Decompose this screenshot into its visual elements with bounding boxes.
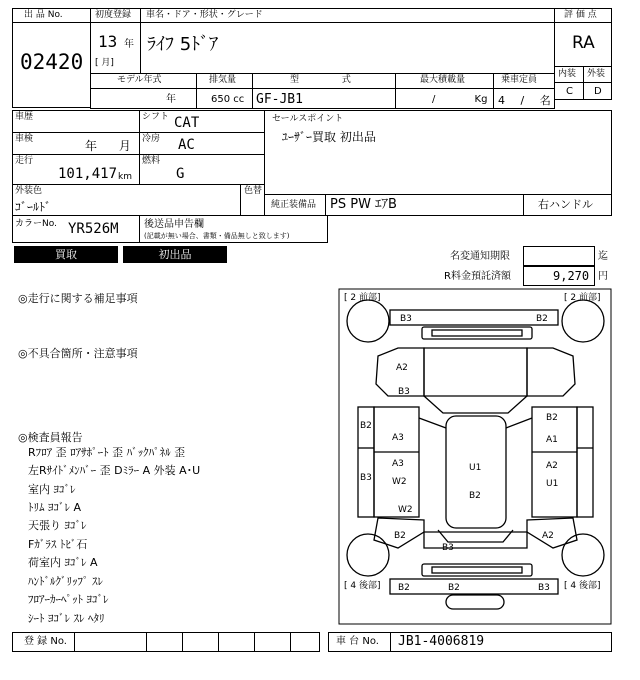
fuel-label: 燃料: [142, 156, 161, 166]
note-line: 室内 ﾖｺﾞﾚ: [28, 483, 76, 496]
name-change-label: 名変通知期限: [450, 251, 510, 262]
defects-label: ◎不具合箇所・注意事項: [18, 347, 138, 360]
inspection-label: 車検: [15, 134, 34, 144]
repaint-label: 色替: [244, 186, 263, 196]
note-line: Fｶﾞﾗｽ ﾄﾋﾞ石: [28, 538, 88, 551]
note-line: 左Rｻｲﾄﾞﾒﾝﾊﾞｰ 歪 Dﾐﾗｰ A 外装 A･U: [28, 464, 201, 477]
mark: A2: [546, 461, 558, 471]
note-line: ｼｰﾄ ﾖｺﾞﾚ ｽﾚ ﾍﾀﾘ: [28, 612, 105, 625]
mark-rear-bumper-left: B2: [398, 583, 410, 593]
lot-no: 02420: [20, 50, 84, 74]
mark: A2: [396, 363, 408, 373]
note-line: ﾄﾘﾑ ﾖｺﾞﾚ A: [28, 501, 82, 514]
chassis-no: JB1-4006819: [398, 634, 485, 649]
mark-rear-bumper-center: B2: [448, 583, 460, 593]
max-load-label: 最大積載量: [420, 75, 466, 85]
mark: B2: [469, 491, 481, 501]
first-reg-month: [ 月]: [95, 58, 114, 68]
note-line: ﾌﾛｱｰｶｰﾍﾟｯﾄ ﾖｺﾞﾚ: [28, 593, 109, 606]
first-reg-year: 13: [98, 32, 118, 51]
mark: A3: [392, 459, 404, 469]
ac: AC: [178, 137, 195, 153]
first-badge: 初出品: [123, 246, 227, 263]
mark: A2: [542, 531, 554, 541]
shift-label: シフト: [142, 112, 170, 122]
sales-point: ﾕｰｻﾞｰ買取 初出品: [282, 130, 376, 144]
name-change-unit: 迄: [598, 251, 608, 262]
mileage-unit: km: [118, 172, 132, 182]
mark: W2: [398, 505, 413, 515]
mileage-label: 走行: [15, 156, 34, 166]
mark: U1: [469, 463, 482, 473]
mark-front-bumper-right: B2: [536, 314, 548, 324]
driving-label: ◎走行に関する補足事項: [18, 292, 138, 305]
car-name-label: 車名・ドア・形状・グレード: [146, 10, 263, 20]
max-load: / Kg: [432, 94, 488, 105]
recycle-unit: 円: [598, 271, 608, 282]
car-name: ﾗｲﾌ 5ﾄﾞｱ: [147, 34, 219, 55]
mark: A1: [546, 435, 558, 445]
lot-no-label: 出 品 No.: [24, 10, 63, 20]
note-line: 荷室内 ﾖｺﾞﾚ A: [28, 556, 98, 569]
car-diagram: [338, 288, 613, 626]
diag-rear-left-label: [ 4 後部]: [344, 581, 381, 591]
note-line: ﾊﾝﾄﾞﾙｸﾞﾘｯﾌﾟ ｽﾚ: [28, 575, 103, 588]
ac-label: 冷房: [142, 134, 161, 144]
type: GF-JB1: [256, 92, 303, 107]
recycle-label: R料金預託済額: [444, 271, 511, 282]
fuel: G: [176, 166, 185, 182]
interior-score: C: [566, 86, 573, 97]
capacity: 4 / 名: [498, 94, 551, 107]
diag-front-left-label: [ 2 前部]: [344, 293, 381, 303]
mark: B2: [394, 531, 406, 541]
mark: B3: [360, 473, 372, 483]
equipment: PS PW ｴｱB: [330, 197, 397, 212]
exterior-label: 外装: [587, 69, 606, 79]
model-year-label: モデル年式: [117, 75, 162, 85]
score: RA: [572, 33, 595, 53]
interior-label: 内装: [558, 69, 577, 79]
history-label: 車歴: [15, 112, 34, 122]
postal-label: 後送品申告欄: [144, 219, 204, 230]
first-reg-label: 初度登録: [95, 10, 132, 20]
mark-rear-bumper-right: B3: [538, 583, 550, 593]
color-no: YR526M: [68, 221, 119, 237]
type-label: 型 式: [290, 75, 351, 85]
mark: B3: [398, 387, 410, 397]
chassis-label: 車 台 No.: [336, 636, 379, 647]
buy-badge: 買取: [14, 246, 118, 263]
note-line: 天張り ﾖｺﾞﾚ: [28, 519, 87, 532]
note-line: Rﾌﾛｱ 歪 ﾛｱｻﾎﾟｰﾄ 歪 ﾊﾞｯｸﾊﾟﾈﾙ 歪: [28, 446, 186, 459]
shift: CAT: [174, 115, 200, 131]
mark-front-bumper-left: B3: [400, 314, 412, 324]
exterior-score: D: [594, 86, 602, 97]
diag-front-right-label: [ 2 前部]: [564, 293, 601, 303]
name-change-box: [523, 246, 595, 266]
mark: U1: [546, 479, 559, 489]
mark: B2: [546, 413, 558, 423]
inspection: 年 月: [85, 139, 131, 153]
recycle-value: 9,270: [553, 269, 590, 283]
mark: W2: [392, 477, 407, 487]
mileage: 101,417: [58, 166, 118, 182]
mark: B2: [360, 421, 372, 431]
handle: 右ハンドル: [538, 198, 593, 211]
reg-no-label: 登 録 No.: [24, 636, 67, 647]
first-reg-year-unit: 年: [124, 39, 134, 50]
color: ｺﾞｰﾙﾄﾞ: [15, 200, 52, 214]
inspector-label: ◎検査員報告: [18, 431, 83, 444]
model-year-unit: 年: [166, 94, 176, 105]
score-label: 評 価 点: [564, 10, 597, 20]
color-label: 外装色: [15, 186, 43, 196]
postal-note: (記載が無い場合、書類・備品無しと致します): [144, 232, 290, 240]
color-no-label: カラーNo.: [15, 219, 57, 229]
diag-rear-right-label: [ 4 後部]: [564, 581, 601, 591]
displacement: 650 cc: [211, 94, 245, 105]
capacity-label: 乗車定員: [501, 75, 538, 85]
displacement-label: 排気量: [209, 75, 237, 85]
mark: A3: [392, 433, 404, 443]
sales-point-label: セールスポイント: [272, 114, 344, 124]
mark: B3: [442, 543, 454, 553]
equipment-label: 純正装備品: [271, 200, 317, 210]
